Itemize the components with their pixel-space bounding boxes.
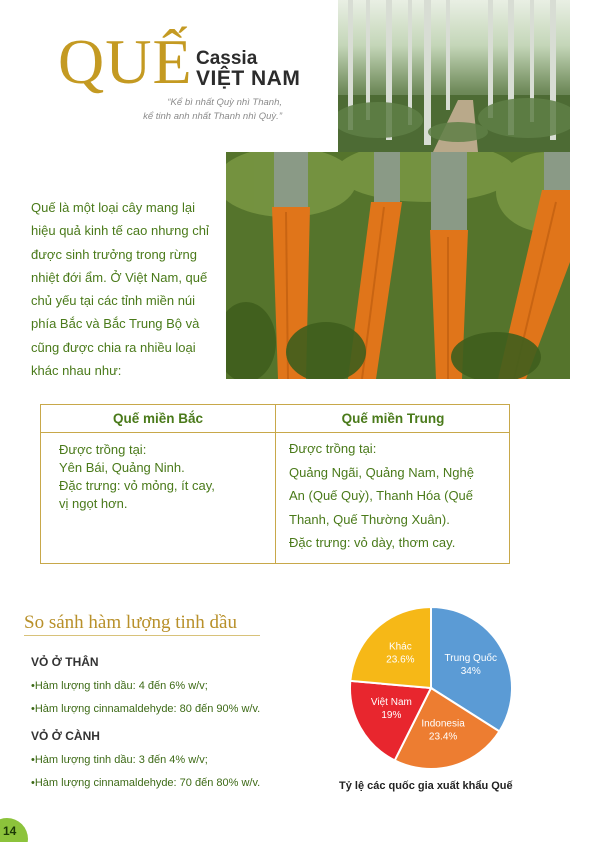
trunk-cinnamaldehyde: •Hàm lượng cinnamaldehyde: 80 đến 90% w/v. <box>31 703 261 715</box>
title-quote <box>143 96 282 124</box>
cassia-types-table <box>40 404 510 564</box>
branch-oil-content: •Hàm lượng tinh dầu: 3 đến 4% w/v; <box>31 754 208 766</box>
comparison-title: So sánh hàm lượng tinh dầu <box>24 612 237 633</box>
table-line: Đặc trưng: vỏ dày, thơm cay. <box>289 535 456 550</box>
branch-bark-heading: VỎ Ở CÀNH <box>31 729 100 743</box>
page-number: 14 <box>3 824 17 838</box>
table-line: Đặc trưng: vỏ mỏng, ít cay, <box>59 478 215 493</box>
quote-line-1: “Kể bì nhất Quỳ nhì Thanh, <box>167 97 282 108</box>
table-line: Quảng Ngãi, Quảng Nam, Nghệ <box>289 464 474 480</box>
table-header-central: Quế miền Trung <box>276 405 510 433</box>
forest-photo <box>338 0 570 152</box>
pie-value-indonesia: 23.4% <box>428 731 458 743</box>
title-vietnam: VIỆT NAM <box>196 67 301 90</box>
cinnamon-bark-illustration <box>226 152 570 379</box>
table-cell-central <box>276 433 510 555</box>
trunk-bark-heading: VỎ Ở THÂN <box>31 655 99 669</box>
forest-illustration <box>338 0 570 152</box>
table-column-central <box>276 405 510 563</box>
table-header-north: Quế miền Bắc <box>41 405 275 433</box>
branch-cinnamaldehyde: •Hàm lượng cinnamaldehyde: 70 đến 80% w/v. <box>31 777 261 789</box>
table-line: Được trồng tại: <box>289 441 377 456</box>
pie-value-viet-nam: 19% <box>381 710 402 722</box>
table-line: Thanh, Quế Thường Xuân). <box>289 511 450 527</box>
cinnamon-trees-photo <box>226 152 570 379</box>
pie-label-viet-nam: Việt Nam <box>370 697 412 709</box>
pie-label-khac: Khác <box>388 641 412 653</box>
quote-line-2: kể tinh anh nhất Thanh nhì Quỳ.” <box>143 111 282 122</box>
table-cell-north <box>41 433 275 513</box>
comparison-title-underline <box>24 635 260 636</box>
pie-label-indonesia: Indonesia <box>421 718 465 730</box>
pie-chart-caption: Tỷ lệ các quốc gia xuất khẩu Quế <box>339 780 513 792</box>
intro-paragraph: Quế là một loại cây mang lại hiệu quả kinh tế cao nhưng chỉ được sinh trưởng trong rừng nhiệt đới ẩm. Ở Việt Nam, quế chủ yếu tại các tỉnh miền núi phía Bắc và Bắc Trung Bộ và cũng được chia ra nhiều loại khác nhau như: <box>31 200 209 379</box>
table-line: vị ngọt hơn. <box>59 496 128 511</box>
export-share-pie-chart <box>340 598 530 788</box>
trunk-oil-content: •Hàm lượng tinh dầu: 4 đến 6% w/v; <box>31 680 208 692</box>
pie-value-trung-quoc: 34% <box>460 666 481 678</box>
table-line: Được trồng tại: <box>59 442 147 457</box>
table-column-north <box>41 405 276 563</box>
title-cassia: Cassia <box>196 48 258 69</box>
pie-label-trung-quoc: Trung Quốc <box>444 653 497 665</box>
table-line: Yên Bái, Quảng Ninh. <box>59 460 185 475</box>
pie-value-khac: 23.6% <box>386 654 415 666</box>
table-line: An (Quế Quỳ), Thanh Hóa (Quế <box>289 488 474 503</box>
page-title: QUẾ <box>58 26 193 97</box>
